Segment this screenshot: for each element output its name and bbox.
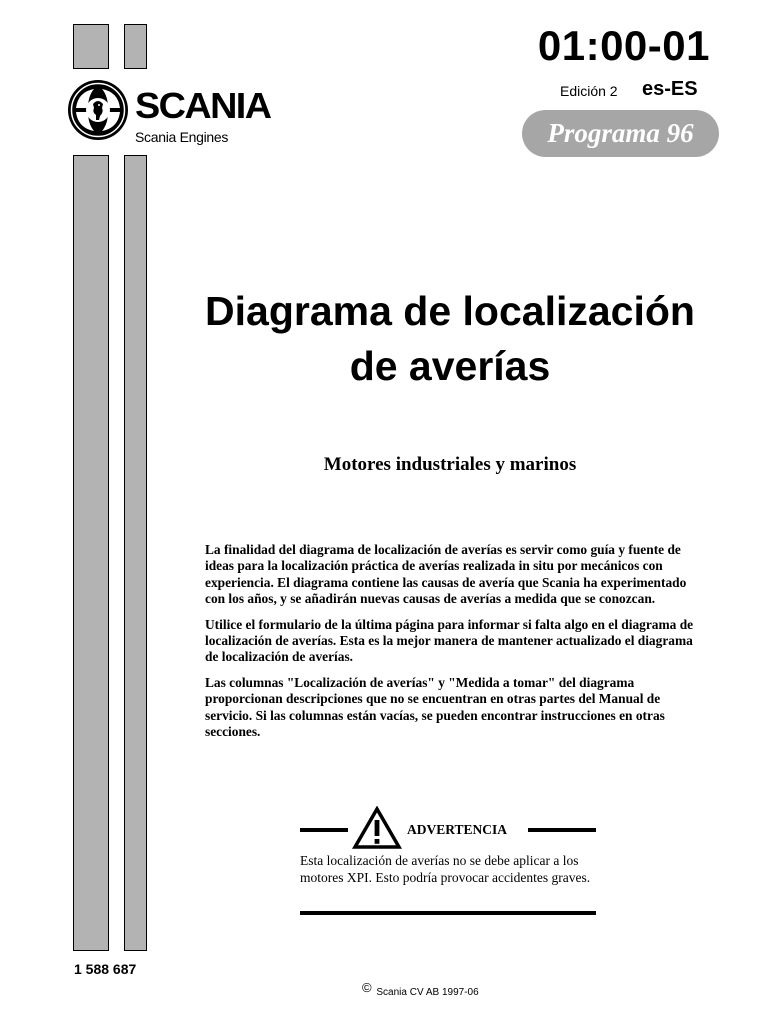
page-subtitle: Motores industriales y marinos	[323, 454, 577, 475]
program-label: Programa 96	[547, 118, 694, 148]
warning-text: Esta localización de averías no se debe aplicar a los motores XPI. Esto podría provocar accidentes graves.	[300, 853, 591, 885]
copyright-symbol: ©	[362, 980, 372, 995]
warning-rule-right	[528, 828, 596, 832]
intro-paragraph-1: La finalidad del diagrama de localización de averías es servir como guía y fuente de ideas para la localización práctica de averías realizada in situ por mecánicos con experiencia. El diagrama contiene las causas de avería que Scania ha experimentado con los años, y se añadirán nuevas causas de averías a medida que se conozcan.	[205, 542, 687, 607]
document-code: 01:00-01	[537, 22, 710, 69]
side-bar-top-right	[124, 24, 147, 69]
side-bar-long-left	[73, 155, 109, 951]
title-line-2: de averías	[349, 343, 551, 389]
page-title	[150, 284, 750, 394]
warning-label: ADVERTENCIA	[407, 822, 508, 837]
part-number: 1 588 687	[74, 961, 137, 977]
program-badge	[522, 110, 719, 157]
intro-paragraph-3: Las columnas "Localización de averías" y "Medida a tomar" del diagrama proporcionan descripciones que no se encuentran en otras partes del Manual de servicio. Si las columnas están vacías, se pueden encontrar instrucciones en otras secciones.	[205, 674, 665, 740]
brand-subtitle: Scania Engines	[135, 129, 229, 145]
warning-triangle-icon	[352, 806, 402, 850]
edition-label: Edición 2	[560, 83, 618, 99]
copyright	[362, 980, 479, 998]
scania-griffin-icon	[66, 78, 130, 142]
side-bar-long-right	[124, 155, 147, 951]
copyright-text: Scania CV AB 1997-06	[376, 987, 479, 998]
warning-rule-left	[300, 828, 348, 832]
side-bar-top-left	[73, 24, 109, 69]
warning-rule-bottom	[300, 911, 596, 915]
brand-name: SCANIA	[135, 85, 271, 126]
intro-text	[205, 542, 705, 749]
title-line-1: Diagrama de localización	[205, 288, 695, 334]
intro-paragraph-2: Utilice el formulario de la última página para informar si falta algo en el diagrama de localización de averías. Esta es la mejor manera de mantener actualizado el diagrama de localización de averías.	[205, 616, 694, 665]
language-code: es-ES	[642, 78, 698, 100]
